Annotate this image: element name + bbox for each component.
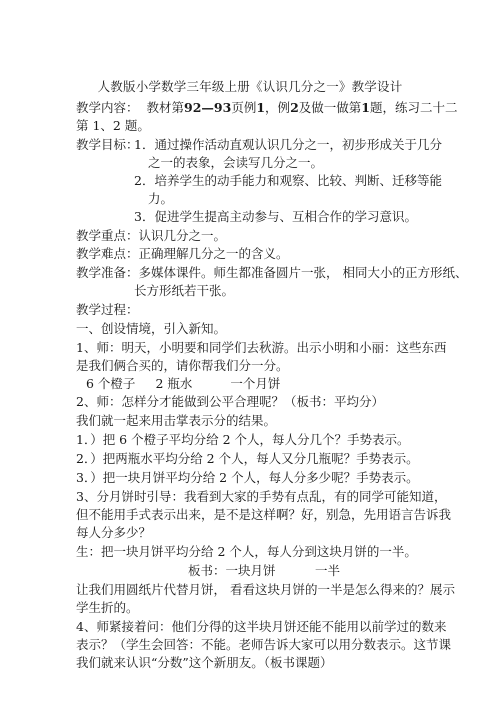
teaching-content-label: 教学内容： — [76, 100, 139, 115]
step-3-line-4: 生：把一块月饼平均分给 2 个人，每人分到这块月饼的一半。 — [76, 544, 417, 559]
goal-2-line-1: 2．培养学生的动手能力和观察、比较、判断、迁移等能 — [134, 173, 442, 188]
process-part-1: 一、创设情境，引入新知。 — [76, 321, 227, 336]
goal-2-line-2: 力。 — [148, 191, 174, 206]
board-label: 板书：一块月饼 — [188, 563, 276, 578]
teaching-content-example: 2 — [290, 100, 299, 115]
step-2-line-2: 我们就一起来用击掌表示分的结果。 — [76, 413, 277, 428]
teaching-content-line — [76, 100, 458, 116]
teaching-content-text: 及做一做第 — [298, 100, 362, 115]
step-3-line-3: 每人分多少？ — [76, 525, 152, 540]
step-2-result-2: 2．）把两瓶水平均分给 2 个人，每人又分几瓶呢？手势表示。 — [76, 451, 419, 466]
item-water: 2 瓶水 — [155, 376, 193, 391]
step-2-result-3: 3．）把一块月饼平均分给 2 个人，每人分多少呢？手势表示。 — [76, 470, 419, 485]
teaching-difficulty-label: 教学难点： — [76, 246, 139, 261]
goal-1-line-1: 1．通过操作活动直观认识几分之一，初步形成关于几分 — [134, 137, 442, 152]
teaching-content-text: 教材第 — [146, 100, 185, 115]
step-1-line-2: 是我们俩合买的，请你帮我们分一分。 — [76, 358, 289, 373]
teaching-content-exercise: 1 — [361, 100, 370, 115]
teaching-content-text: 题，练习二十二 — [369, 100, 458, 115]
document-title: 人教版小学数学三年级上册《认识几分之一》教学设计 — [97, 79, 403, 94]
teaching-prep-line-2: 长方形纸若干张。 — [134, 283, 235, 298]
teaching-prep-text: 多媒体课件。师生都准备圆片一张， 相同大小的正方形纸、 — [138, 265, 468, 280]
goal-3: 3．促进学生提高主动参与、互相合作的学习意识。 — [134, 209, 417, 224]
step-1-line-1: 1、师：明天，小明要和同学们去秋游。出示小明和小丽：这些东西 — [76, 340, 447, 355]
step-3-line-5: 让我们用圆纸片代替月饼， 看看这块月饼的一半是怎么得来的？展示 — [76, 582, 455, 597]
step-3-line-1: 3、分月饼时引导：我看到大家的手势有点乱，有的同学可能知道， — [76, 489, 447, 504]
teaching-content-pages: 92—93 — [184, 100, 232, 115]
teaching-content-example: 1 — [256, 100, 266, 115]
item-oranges: 6 个橙子 — [86, 376, 136, 391]
step-2-result-1: 1．）把 6 个橙子平均分给 2 个人，每人分几个？手势表示。 — [76, 432, 410, 447]
items-row — [76, 376, 280, 392]
board-value: 一半 — [315, 563, 341, 578]
teaching-key-line — [76, 228, 226, 244]
item-mooncake: 一个月饼 — [230, 376, 281, 391]
teaching-goals-label: 教学目标： — [76, 137, 139, 152]
teaching-key-label: 教学重点： — [76, 228, 139, 243]
goal-1-line-2: 之一的表象，会读写几分之一。 — [148, 155, 324, 170]
teaching-content-text: 页例 — [231, 100, 257, 115]
step-4-line-1: 4、师紧接着问：他们分得的这半块月饼还能不能用以前学过的数来 — [76, 619, 447, 634]
teaching-prep-line — [76, 265, 468, 281]
teaching-content-line-2: 第 1、2 题。 — [76, 118, 150, 133]
teaching-content-text: ，例 — [265, 100, 291, 115]
teaching-difficulty-line — [76, 246, 289, 262]
step-3-line-6: 学生折的。 — [76, 600, 139, 615]
teaching-prep-label: 教学准备： — [76, 265, 139, 280]
step-4-line-2: 表示？（学生会回答：不能。老师告诉大家可以用分数表示。这节课 — [76, 637, 452, 652]
step-4-line-3: 我们就来认识“分数”这个新朋友。（板书课题） — [76, 655, 333, 670]
teaching-key-text: 认识几分之一。 — [138, 228, 227, 243]
step-3-line-2: 但不能用手式表示出来，是不是这样啊？好，别急，先用语言告诉我 — [76, 507, 452, 522]
step-2-line-1: 2、师：怎样分才能做到公平合理呢？（板书：平均分） — [76, 394, 384, 409]
process-heading: 教学过程： — [76, 302, 139, 317]
teaching-difficulty-text: 正确理解几分之一的含义。 — [138, 246, 289, 261]
